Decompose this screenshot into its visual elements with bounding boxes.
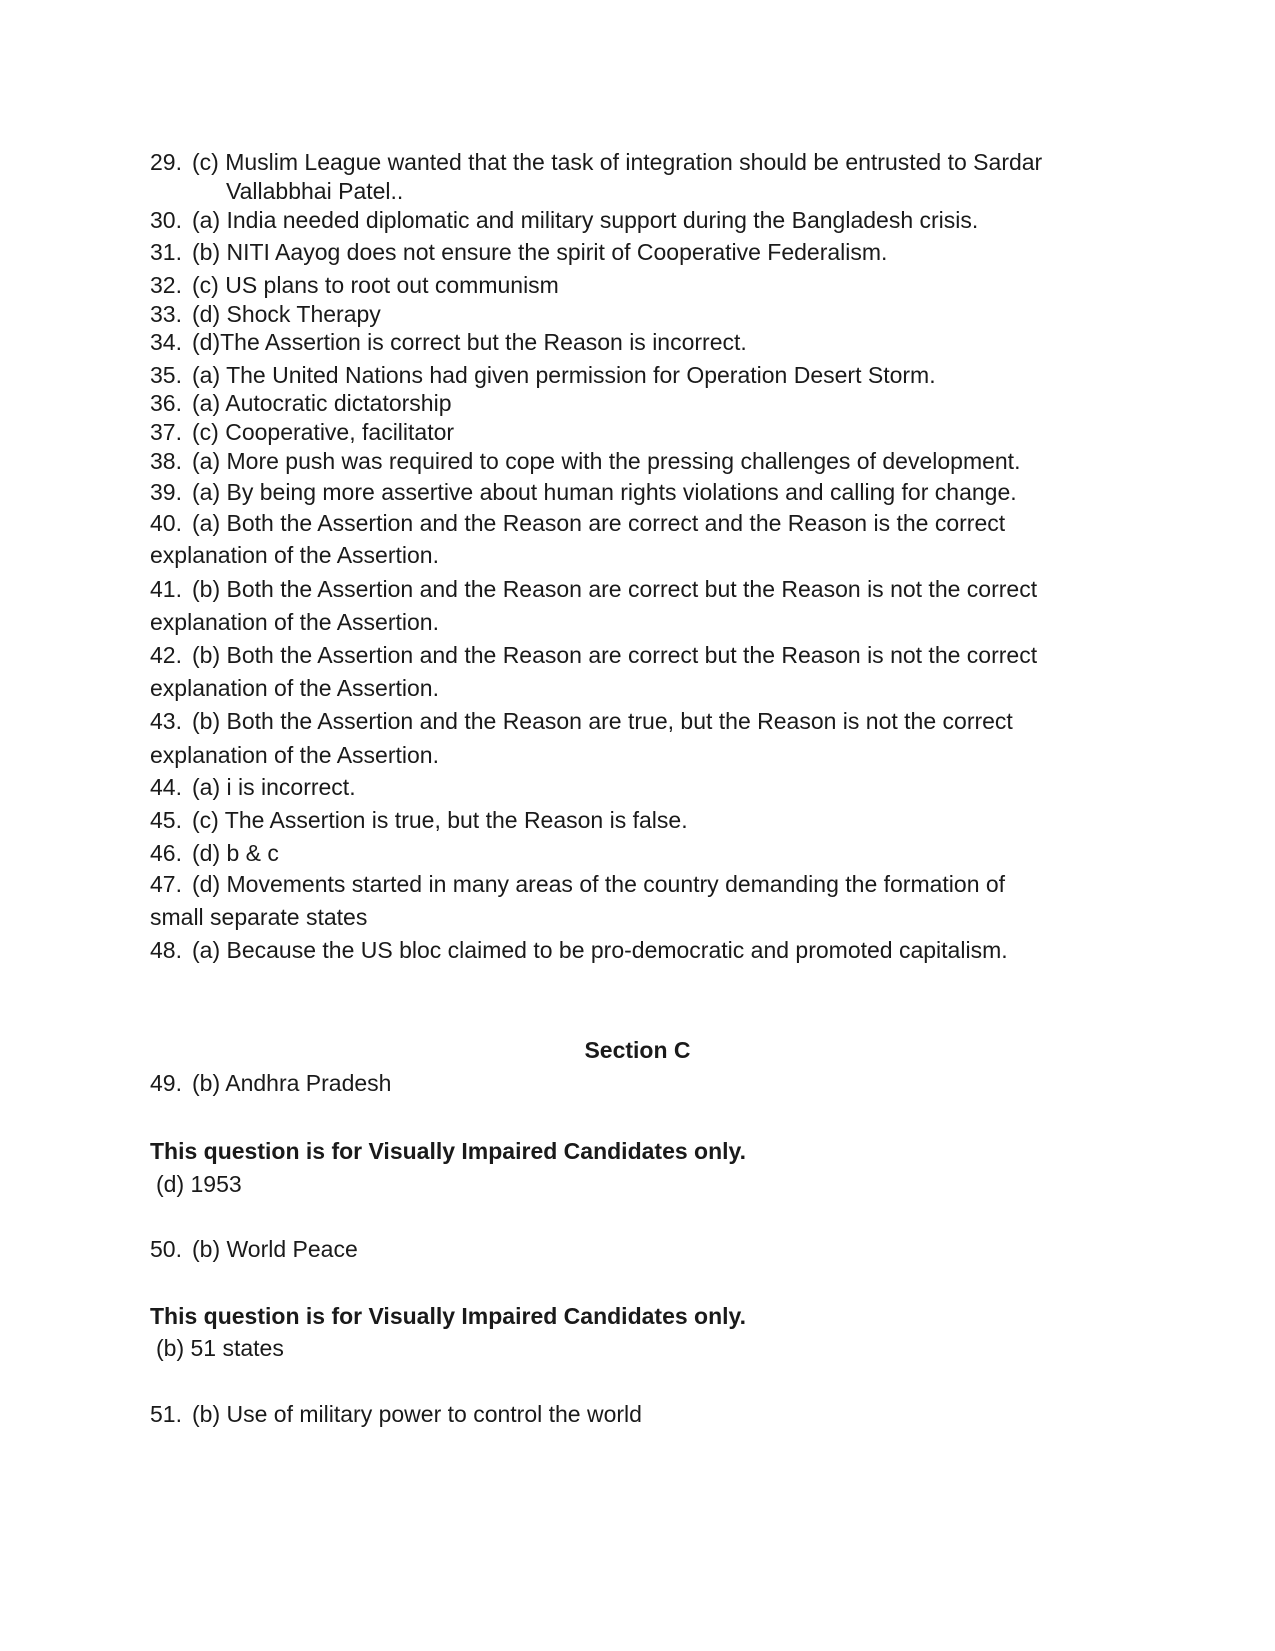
answer-35: 35. (a) The United Nations had given permission for Operation Desert Storm. (150, 362, 936, 388)
answer-48: 48. (a) Because the US bloc claimed to be pro-democratic and promoted capitalism. (150, 937, 1008, 963)
visually-impaired-answer-1: (d) 1953 (156, 1171, 242, 1197)
answer-37: 37. (c) Cooperative, facilitator (150, 419, 455, 445)
answer-43-continuation: explanation of the Assertion. (150, 742, 439, 768)
answer-49: 49. (b) Andhra Pradesh (150, 1070, 392, 1096)
answer-39: 39. (a) By being more assertive about human rights violations and calling for change. (150, 479, 1017, 505)
visually-impaired-note-2: This question is for Visually Impaired Candidates only. (150, 1303, 747, 1329)
section-c-heading: Section C (584, 1037, 691, 1063)
answer-44: 44. (a) i is incorrect. (150, 774, 356, 800)
answer-41: 41. (b) Both the Assertion and the Reason are correct but the Reason is not the correct (150, 576, 1038, 602)
visually-impaired-answer-2: (b) 51 states (156, 1335, 284, 1361)
answer-42: 42. (b) Both the Assertion and the Reason are correct but the Reason is not the correct (150, 642, 1038, 668)
answer-40: 40. (a) Both the Assertion and the Reason are correct and the Reason is the correct (150, 510, 1006, 536)
visually-impaired-note-1: This question is for Visually Impaired Candidates only. (150, 1138, 747, 1164)
answer-46: 46. (d) b & c (150, 840, 279, 866)
answer-38: 38. (a) More push was required to cope with the pressing challenges of development. (150, 448, 1021, 474)
answer-33: 33. (d) Shock Therapy (150, 301, 381, 327)
answer-34: 34. (d)The Assertion is correct but the Reason is incorrect. (150, 329, 747, 355)
answer-47-continuation: small separate states (150, 904, 368, 930)
answer-50: 50. (b) World Peace (150, 1236, 358, 1262)
answer-42-continuation: explanation of the Assertion. (150, 675, 439, 701)
answer-43: 43. (b) Both the Assertion and the Reason are true, but the Reason is not the correct (150, 708, 1013, 734)
answer-32: 32. (c) US plans to root out communism (150, 272, 559, 298)
answer-30: 30. (a) India needed diplomatic and military support during the Bangladesh crisis. (150, 207, 979, 233)
answer-31: 31. (b) NITI Aayog does not ensure the spirit of Cooperative Federalism. (150, 239, 888, 265)
answer-47: 47. (d) Movements started in many areas of the country demanding the formation of (150, 871, 1006, 897)
answer-36: 36. (a) Autocratic dictatorship (150, 390, 452, 416)
answer-29: 29. (c) Muslim League wanted that the task of integration should be entrusted to Sardar (150, 149, 1043, 175)
answer-40-continuation: explanation of the Assertion. (150, 542, 439, 568)
answer-51: 51. (b) Use of military power to control the world (150, 1401, 642, 1427)
answer-45: 45. (c) The Assertion is true, but the Reason is false. (150, 807, 688, 833)
answer-29-continuation: Vallabbhai Patel.. (226, 178, 404, 204)
answer-41-continuation: explanation of the Assertion. (150, 609, 439, 635)
